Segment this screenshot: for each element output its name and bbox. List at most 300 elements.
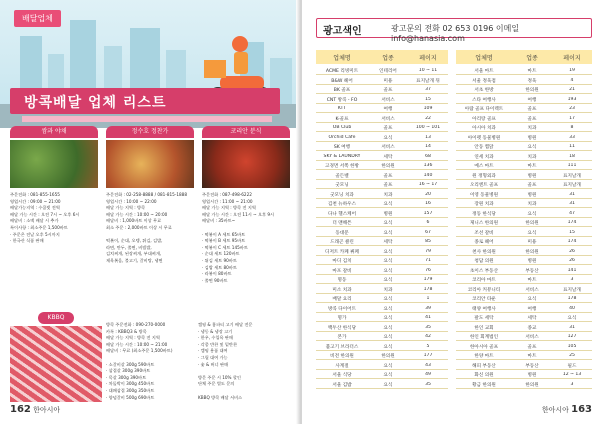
info-line: 배달비 : 35바트~ — [202, 218, 236, 224]
page-ref: 필드 — [567, 363, 577, 369]
info-line: · 양념갈비 500g 690바트 — [106, 394, 155, 400]
col-header: 업체명 — [475, 55, 493, 62]
category: 치과 — [527, 154, 537, 160]
page-ref: 13 — [425, 134, 431, 140]
page-ref: 23 — [569, 106, 575, 111]
info-line: 배달 가능 시간 : 10:00 ~ 21:00 — [106, 341, 168, 347]
info-line: 김치찌개, 된장찌개, 부대찌개, — [106, 251, 162, 257]
advertiser-name: 서울 식당 — [332, 373, 352, 378]
info-line: 주문전화 : 087-498-6222 — [202, 192, 252, 197]
page-ref: 179 — [423, 277, 433, 282]
table-row — [316, 171, 448, 180]
page-ref: 35 — [425, 381, 431, 387]
info-line: KBBQ 방콕 배달 서비스 — [198, 394, 243, 400]
category: 요식 — [383, 373, 393, 378]
table-header-left — [316, 50, 448, 64]
table-row — [456, 361, 592, 370]
page-ref: 71 — [425, 258, 431, 263]
page-ref: 100 ~ 101 — [415, 125, 441, 130]
col-header: 페이지 — [563, 55, 581, 62]
category: 병원 — [527, 373, 537, 378]
col-header: 업종 — [382, 55, 394, 62]
page-ref: 136 — [423, 163, 433, 168]
category: 미용 — [383, 78, 393, 84]
vendor-label: 쌈과 야채 — [10, 126, 98, 138]
table-row — [456, 161, 592, 170]
page-ref: 49 — [425, 372, 431, 377]
table-row — [316, 152, 448, 161]
table-row — [316, 161, 448, 170]
info-line: 배달비 : 1,000바트 이상 무료 — [106, 218, 162, 224]
advertiser-name: 화신 의원 — [474, 373, 494, 378]
category: 요식 — [383, 202, 393, 207]
category: 마트 — [527, 278, 537, 283]
page-ref: 39 — [425, 305, 431, 311]
ad-index-header — [316, 18, 592, 43]
page-ref: 76 — [425, 267, 431, 273]
info-line: · 김밥 세트 80바트 — [202, 264, 237, 270]
info-line: · 한우, 수입육 판매 — [198, 335, 233, 341]
category: 요식 — [383, 230, 393, 236]
page-ref: 16 — [425, 201, 431, 206]
vendor-card-1 — [10, 126, 98, 301]
page-ref: 4 — [570, 77, 574, 83]
page-ref: 표지날개 뒤 — [416, 78, 440, 84]
page-ref: 105 — [567, 343, 577, 349]
table-row — [316, 209, 448, 218]
table-row — [316, 199, 448, 208]
info-line: 단체 주문 별도 문의 — [198, 381, 235, 387]
table-row — [316, 285, 448, 294]
category: 요식 — [383, 297, 393, 302]
info-line: · 떡볶이 C 세트 145바트 — [202, 244, 248, 250]
table-row — [316, 76, 448, 85]
category: 치과 — [527, 202, 537, 207]
info-line: · 라볶이 80바트 — [202, 271, 232, 277]
vendor-label: 정수호 정찬가 — [106, 126, 194, 138]
vendor-card-3 — [202, 126, 290, 301]
category: 골프 — [383, 183, 393, 188]
page-ref: 40 — [569, 305, 575, 311]
advertiser-name: 장원 치과 — [474, 202, 494, 207]
advertiser-name: 미소 치과 — [332, 287, 352, 293]
table-row — [316, 247, 448, 256]
category: 요식 — [383, 221, 393, 226]
advertiser-name: 예스 마트 — [474, 164, 494, 169]
advertiser-name: 굿모닝 치과 — [330, 192, 354, 198]
table-row — [316, 114, 448, 123]
vendor-info — [202, 192, 290, 284]
vendor-photo — [106, 140, 194, 188]
category: 치과 — [383, 287, 393, 293]
magazine-name: 한아시아 — [33, 406, 61, 414]
info-line: · 그릴 대여 가능 — [198, 354, 228, 360]
category: 요식 — [383, 135, 393, 141]
advertiser-name: SKY & LAUNDRY — [323, 153, 361, 159]
table-row — [456, 275, 592, 284]
page-ref: 109 — [423, 106, 433, 111]
kbbq-block — [10, 312, 102, 404]
table-row — [316, 190, 448, 199]
info-line: 라면, 만두, 쫄면, 비빔밥, — [106, 244, 152, 250]
table-row — [456, 237, 592, 246]
advertiser-name: 연세 치과 — [474, 154, 494, 160]
page-ref: 37 — [425, 87, 431, 92]
table-row — [316, 228, 448, 237]
page-ref: 43 — [425, 362, 431, 368]
table-row — [316, 104, 448, 113]
advertiser-name: 동대문 — [335, 230, 349, 236]
category: 세탁 — [527, 316, 537, 321]
advertiser-name: 명가 — [337, 316, 347, 321]
category: 요식 — [527, 297, 537, 302]
info-line: · 목살 300g 390바트 — [106, 374, 147, 380]
category: 요식 — [383, 278, 393, 283]
info-line: · 캠핑 용품 대여 — [198, 348, 228, 354]
table-row — [456, 256, 592, 265]
category: 한의원 — [381, 354, 395, 359]
page-ref: 174 — [567, 239, 577, 244]
info-line: · 냉동 & 냉장 고기 — [198, 328, 233, 334]
table-row — [456, 76, 592, 85]
info-line: 배달 가능 시간 : 오전 11시 ~ 오후 9시 — [202, 211, 275, 217]
advertiser-name: 천사 한의원 — [472, 249, 496, 255]
table-row — [456, 85, 592, 94]
category: 요식 — [383, 249, 393, 255]
info-line: 캠핑 & 홈파티 고기 배달 전문 — [198, 322, 253, 327]
info-line: 떡볶이, 순대, 오뎅, 튀김, 김밥, — [106, 238, 163, 244]
table-row — [316, 256, 448, 265]
advertiser-name: 김천 뉴하우스 — [327, 202, 357, 207]
category: 요식 — [383, 363, 393, 369]
advertiser-name: SK 여행 — [333, 145, 351, 150]
category: 마트 — [527, 164, 537, 169]
category: 서비스 — [381, 97, 395, 103]
info-line: 배달가능지역 : 수쿰빗 전역 — [10, 205, 60, 211]
info-line: · 떡볶이 B 세트 95바트 — [202, 238, 246, 244]
advertiser-name: 태양 여행사 — [472, 306, 496, 312]
info-line — [202, 225, 290, 232]
advertiser-name: KTT — [337, 106, 347, 111]
table-row — [456, 218, 592, 227]
table-row — [316, 123, 448, 132]
advertiser-name: 방콕 다이어트 — [327, 306, 357, 312]
advertiser-name: 청담 의원 — [474, 259, 494, 264]
category: 여행 — [527, 306, 537, 312]
advertiser-name: K-골프 — [335, 116, 349, 122]
vendor-photo — [202, 140, 290, 188]
vendor-card-2 — [106, 126, 194, 301]
advertiser-name: 오리엔트 골프 — [469, 183, 499, 188]
page-ref: 20 — [425, 191, 431, 197]
info-line: 특이사항 : 최소주문 1,500바트 — [10, 224, 68, 230]
table-row — [456, 323, 592, 332]
category: 요식 — [383, 306, 393, 312]
col-header: 페이지 — [419, 55, 437, 62]
info-line: 카톡 : KBBQ3 & 방콕 — [106, 328, 147, 334]
info-line: · 주문은 전날 오후 5시까지 — [10, 231, 60, 237]
table-row — [316, 304, 448, 313]
category: 서비스 — [525, 335, 539, 340]
info-line: · 떡볶이 A 세트 65바트 — [202, 231, 246, 237]
page-ref: 177 — [423, 353, 433, 358]
page-ref: 15 — [425, 96, 431, 102]
page-ref: 68 — [425, 153, 431, 159]
category: 병원 — [527, 173, 537, 179]
page-number: 162 — [10, 404, 31, 415]
page-ref: 표지날개 — [563, 183, 581, 188]
info-line: · 튀김 세트 90바트 — [202, 257, 237, 263]
advertiser-name: 더 맨해튼 — [332, 221, 352, 226]
table-row — [316, 85, 448, 94]
page-ref: 표지날개 — [563, 287, 581, 293]
category: 병원 — [527, 135, 537, 141]
category: 서비스 — [525, 287, 539, 293]
category: 마트 — [527, 354, 537, 359]
page-ref: 67 — [425, 229, 431, 235]
vendor-label: KBBQ — [38, 312, 74, 324]
table-row — [456, 66, 592, 75]
advertiser-name: 해피 부동산 — [472, 363, 496, 369]
page-ref: 3 — [570, 277, 574, 282]
table-row — [316, 294, 448, 303]
vendor-photo — [10, 140, 98, 188]
advertiser-name: 조선 갈비 — [474, 230, 494, 236]
table-row — [316, 380, 448, 389]
page-ref: 85 — [425, 239, 431, 244]
page-ref: 표지날개 — [563, 173, 581, 179]
advertiser-name: 사계절 — [335, 363, 349, 369]
page-ref: 14 — [425, 144, 431, 149]
page-ref: 127 — [567, 334, 577, 339]
category: 마트 — [527, 69, 537, 74]
page-ref: 140 — [423, 172, 433, 178]
page-ref: 11 — [569, 144, 575, 149]
table-row — [456, 133, 592, 142]
advertiser-name: 서울 정육점 — [472, 78, 496, 84]
category: 병원 — [383, 211, 393, 217]
advertiser-name: CNT 방콕 - FO — [326, 97, 358, 103]
advertiser-name: 정동 한식당 — [472, 211, 496, 217]
advertiser-name: B&W 헤어 — [331, 78, 353, 84]
table-row — [316, 351, 448, 360]
info-line: 배달 가능 시간 : 10:00 ~ 20:00 — [106, 211, 168, 217]
info-line: · 각종 반찬 및 밑반찬 — [198, 341, 238, 347]
advertiser-name: 코리아 마트 — [472, 278, 496, 283]
category: 골프 — [527, 344, 537, 350]
page-ref: 요식 — [567, 316, 577, 321]
category: 서비스 — [381, 116, 395, 122]
category: 골프 — [383, 173, 393, 179]
info-line: 제육볶음, 불고기, 갈비탕, 냉면 — [106, 257, 163, 263]
info-line: · 삼겹살 300g 390바트 — [106, 368, 151, 374]
advertiser-name: 종로 헤어 — [474, 240, 494, 245]
page-title: 방콕배달 업체 리스트 — [24, 95, 167, 111]
advertiser-name: 아시아 치과 — [472, 126, 496, 131]
category: 서비스 — [381, 145, 395, 150]
category: 한의원 — [525, 221, 539, 226]
category: 골프 — [383, 126, 393, 131]
advertiser-name: BK 골프 — [333, 88, 351, 93]
advertiser-name: 코리안 타운 — [472, 297, 496, 302]
page-ref: 178 — [423, 286, 433, 292]
advertiser-name: 드래곤 클린 — [330, 240, 354, 245]
page-ref: 42 — [425, 334, 431, 339]
advertiser-name: 원 정형외과 — [472, 173, 496, 179]
category: 세탁 — [383, 240, 393, 245]
category: 세탁 — [383, 154, 393, 160]
kbbq-info — [106, 322, 192, 401]
table-header-right — [456, 50, 592, 64]
page-ref: 193 — [567, 96, 577, 102]
info-line: 배달비 : 무료 (최소주문 1,500바트) — [106, 348, 173, 354]
page-number: 163 — [571, 404, 592, 415]
col-header: 업종 — [526, 55, 538, 62]
page-ref: 12 ~ 13 — [562, 372, 582, 377]
page-ref: 8 — [570, 125, 574, 130]
advertiser-name: 황금 한의원 — [472, 382, 496, 388]
category: 정육 — [527, 78, 537, 84]
category: 골프 — [527, 183, 537, 188]
page-ref: 31 — [569, 324, 575, 330]
advertiser-name: 디저트 카페 뷔페 — [325, 249, 359, 255]
info-line: 영업시간 : 10:00 ~ 22:00 — [106, 198, 157, 204]
table-row — [316, 237, 448, 246]
table-row — [316, 266, 448, 275]
advertiser-name: 초이스 부동산 — [469, 268, 499, 274]
info-line: 영업시간 : 09:00 ~ 21:00 — [10, 198, 61, 204]
page-ref: 3 — [570, 381, 574, 387]
advertiser-name: 다나 헬스케어 — [327, 211, 357, 217]
info-line: 영업시간 : 11:00 ~ 21:00 — [202, 198, 253, 204]
info-line: 배달 가능 지역 : 방콕 — [106, 205, 146, 211]
advertiser-name: Orchid Cafe — [328, 134, 356, 140]
page-ref: 21 — [569, 87, 575, 92]
table-row — [316, 275, 448, 284]
kbbq-meat-photo — [10, 326, 102, 402]
page-ref: 33 — [569, 134, 575, 140]
category: 미용 — [527, 240, 537, 245]
advertiser-name: 이영 동물병원 — [469, 192, 499, 198]
category: 요식 — [383, 325, 393, 331]
info-line — [106, 355, 192, 362]
category: 요식 — [383, 259, 393, 264]
col-header: 업체명 — [333, 55, 351, 62]
page-ref: 22 — [425, 115, 431, 121]
magazine-name: 한아시아 — [541, 406, 569, 414]
vendor-info — [10, 192, 98, 245]
info-line: 방문 주문 시 10% 할인 — [198, 374, 241, 380]
page-ref: 17 — [569, 115, 575, 121]
category: 골프 — [383, 88, 393, 93]
table-row — [456, 95, 592, 104]
info-line: 주문전화 : 081-855-1655 — [10, 192, 60, 197]
advertiser-name: 마포 갈비 — [332, 268, 352, 274]
table-row — [316, 323, 448, 332]
page-ref: 6 — [426, 220, 430, 225]
page-ref: 178 — [567, 296, 577, 301]
info-line: 최소 주문 : 2,000바트 이상 시 무료 — [106, 224, 172, 230]
table-row — [316, 95, 448, 104]
advertiser-name: 골든벨 — [335, 173, 349, 179]
page-ref: 111 — [567, 163, 577, 168]
table-row — [316, 66, 448, 75]
table-row — [456, 294, 592, 303]
table-row — [456, 180, 592, 189]
page-ref: 15 — [569, 229, 575, 235]
table-row — [456, 285, 592, 294]
info-line: · 소갈비살 300g 590바트 — [106, 361, 155, 367]
table-row — [316, 361, 448, 370]
advertiser-name: 제니스 한의원 — [469, 221, 499, 226]
category: 한의원 — [525, 382, 539, 388]
page-ref: 5 — [426, 343, 430, 349]
info-line: 배달 가능 지역 : 방콕 전 지역 — [202, 205, 256, 211]
table-row — [456, 104, 592, 113]
info-line — [198, 388, 294, 395]
category: 종교 — [527, 325, 537, 331]
table-row — [456, 266, 592, 275]
advertiser-name: 서초 한방 — [474, 88, 494, 93]
advertiser-name: 배달 요리 — [332, 297, 352, 302]
page-title-banner — [10, 88, 280, 114]
table-row — [316, 142, 448, 151]
category: 여행 — [527, 97, 537, 103]
category: 요식 — [527, 211, 537, 217]
category: 부동산 — [525, 363, 539, 369]
page-ref: 25 — [569, 353, 575, 358]
table-row — [456, 332, 592, 341]
advertiser-name: 코리아 커뮤니티 — [467, 287, 501, 293]
category: 병원 — [527, 192, 537, 198]
category: 병원 — [527, 259, 537, 264]
table-row — [456, 114, 592, 123]
vendor-info — [106, 192, 194, 265]
page-ref: 141 — [567, 267, 577, 273]
table-row — [316, 133, 448, 142]
advertiser-name: 아리랑 골프 — [472, 116, 496, 122]
right-page — [302, 0, 600, 424]
advertiser-name: 굿모닝 — [335, 183, 349, 188]
category: 골프 — [527, 107, 537, 112]
page-footer-right — [542, 404, 592, 415]
info-line: · 한국산 식품 판매 — [10, 238, 44, 244]
info-line — [106, 232, 194, 239]
info-line: · 순대 세트 120바트 — [202, 251, 240, 257]
advertiser-name: 아람 골프 다이렉트 — [464, 107, 504, 112]
advertiser-name: OB Club — [332, 125, 352, 130]
category: 요식 — [383, 268, 393, 274]
category: 치과 — [383, 192, 393, 198]
advertiser-name: ACME 리빙미트 — [325, 69, 359, 74]
table-row — [456, 171, 592, 180]
info-line: 방콕 주문전화 : 090-270-0000 — [106, 322, 166, 327]
table-row — [456, 199, 592, 208]
page-ref: 31 — [569, 201, 575, 206]
advertiser-name: 팔도 세탁 — [474, 316, 494, 321]
table-row — [456, 142, 592, 151]
info-line: 배달 가능 시간 : 오전 7시 ~ 오후 6시 — [10, 211, 80, 217]
info-line: 주문전화 : 02-258-8888 / 081-815-1888 — [106, 192, 187, 197]
advertiser-name: 불고기 브라더스 — [325, 344, 359, 350]
page-ref: 16 ~ 17 — [418, 182, 438, 187]
info-line: 배달 가능 지역 : 방콕 전 지역 — [106, 335, 160, 341]
table-row — [456, 351, 592, 360]
table-row — [456, 123, 592, 132]
page-ref: 26 — [569, 248, 575, 254]
category: 요식 — [383, 344, 393, 350]
table-row — [456, 380, 592, 389]
